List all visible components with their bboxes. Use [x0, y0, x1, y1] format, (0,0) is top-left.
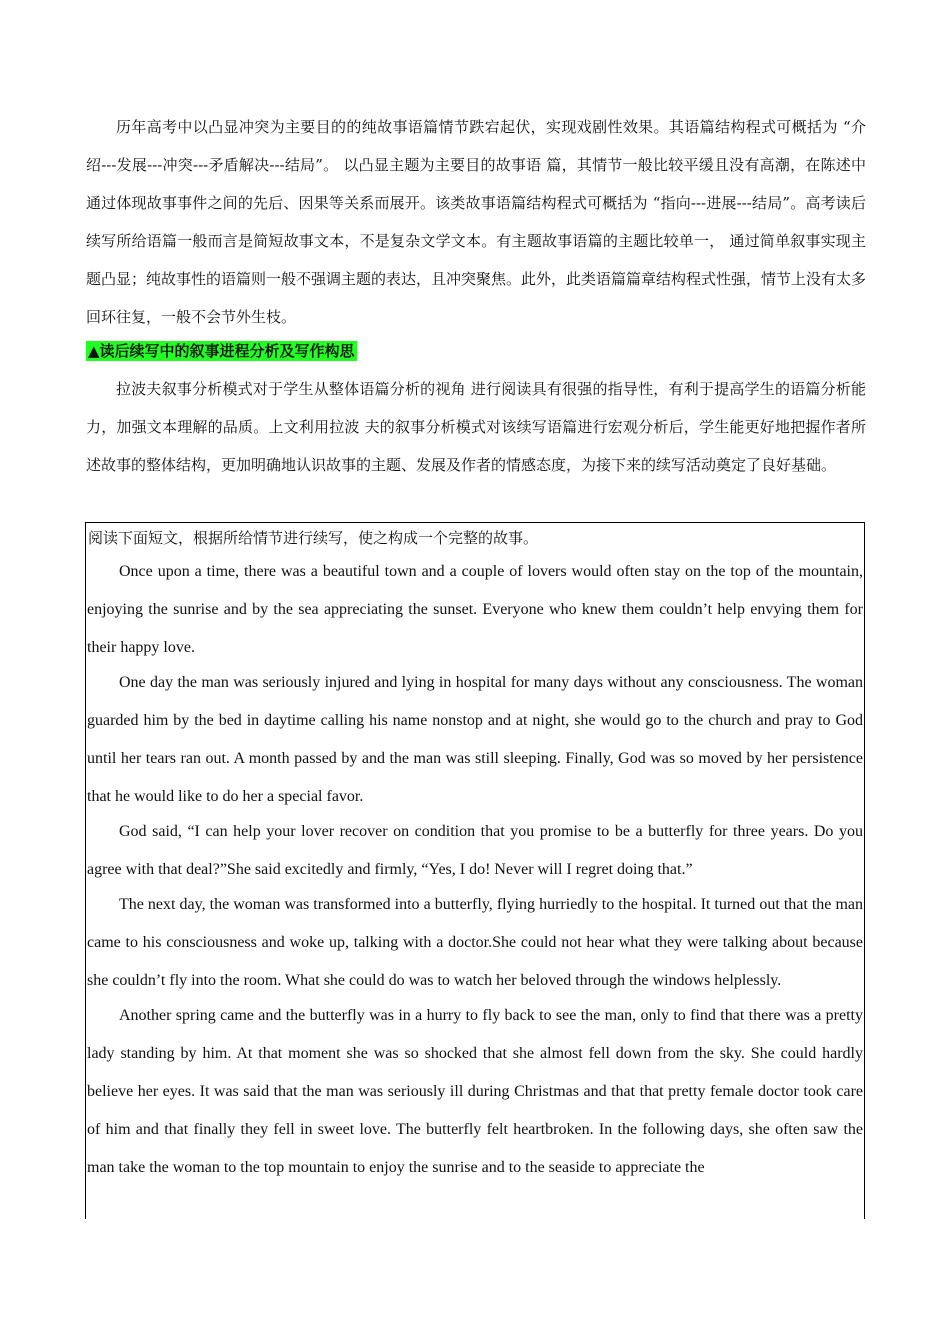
story-paragraph: Once upon a time, there was a beautiful town and a couple of lovers would often stay on the top of the mountain, enjoying the sunrise and by the sea appreciating the sunset. Everyone who knew them couldn’t help envying them for their happy love.: [87, 563, 863, 656]
intro-paragraph-1: 历年高考中以凸显冲突为主要目的的纯故事语篇情节跌宕起伏，实现戏剧性效果。其语篇结构程式可概括为 “介绍---发展---冲突---矛盾解决---结局”。 以凸显主题为主要目的故事语 篇，其情节一般比较平缓且没有高潮，在陈述中通过体现故事事件之间的先后、因果等关系而展开。该类故事语篇结构程式可概括为 “指向---进展---结局”。高考读后续写所给语篇一般而言是简短故事文本，不是复杂文学文本。有主题故事语篇的主题比较单一， 通过简单叙事实现主题凸显；纯故事性的语篇则一般不强调主题的表达，且冲突聚焦。此外，此类语篇篇章结构程式性强，情节上没有太多回环往复，一般不会节外生枝。: [86, 118, 867, 326]
story-paragraph: God said, “I can help your lover recover on condition that you promise to be a butterfly for three years. Do you agree with that deal?”She said excitedly and firmly, “Yes, I do! Never will I regret doing that.”: [87, 823, 863, 878]
intro-paragraph-2: 拉波夫叙事分析模式对于学生从整体语篇分析的视角 进行阅读具有很强的指导性，有利于提高学生的语篇分析能力，加强文本理解的品质。上文利用拉波 夫的叙事分析模式对该续写语篇进行宏观分析后，学生能更好地把握作者所述故事的整体结构，更加明确地认识故事的主题、发展及作者的情感态度，为接下来的续写活动奠定了良好基础。: [86, 380, 866, 474]
story-box: [85, 522, 865, 1219]
story-paragraph: Another spring came and the butterfly was in a hurry to fly back to see the man, only to find that there was a pretty lady standing by him. At that moment she was so shocked that she almost fell down from the sky. She could hardly believe her eyes. It was said that the man was seriously ill during Christmas and that that pretty female doctor took care of him and that finally they fell in sweet love. The butterfly felt heartbroken. In the following days, she often saw the man take the woman to the top mountain to enjoy the sunrise and to the seaside to appreciate the: [87, 1007, 863, 1176]
story-paragraph: The next day, the woman was transformed into a butterfly, flying hurriedly to the hospital. It turned out that the man came to his consciousness and woke up, talking with a doctor.She could not hear what they were talking about because she couldn’t fly into the room. What she could do was to watch her beloved through the windows helplessly.: [87, 896, 863, 989]
story-instruction: 阅读下面短文，根据所给情节进行续写，使之构成一个完整的故事。: [88, 529, 539, 547]
section-heading: ▲读后续写中的叙事进程分析及写作构思: [88, 342, 355, 360]
story-paragraph: One day the man was seriously injured and lying in hospital for many days without any consciousness. The woman guarded him by the bed in daytime calling his name nonstop and at night, she would go to the church and pray to God until her tears ran out. A month passed by and the man was still sleeping. Finally, God was so moved by her persistence that he would like to do her a special favor.: [87, 674, 863, 805]
